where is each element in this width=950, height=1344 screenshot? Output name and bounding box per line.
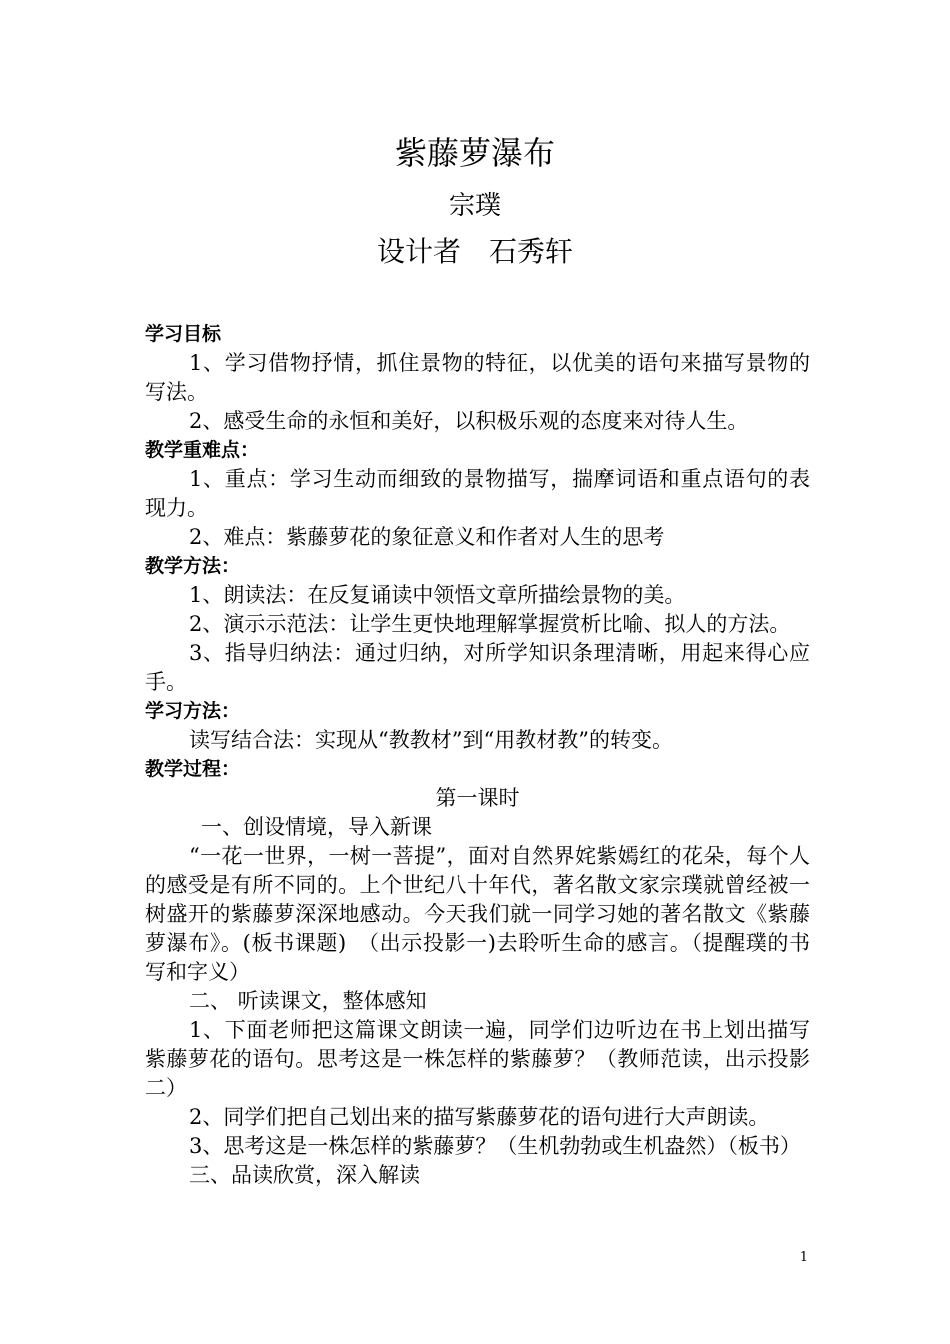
step-heading-2: 二、 听读课文，整体感知 [189, 989, 427, 1013]
key-item-1: 1、重点：学习生动而细致的景物描写，揣摩词语和重点语句的表现力。 [145, 467, 810, 520]
step-heading-3: 三、品读欣赏，深入解读 [189, 1163, 420, 1187]
section-heading-key: 教学重难点： [145, 439, 260, 461]
page-number: 1 [799, 1250, 808, 1265]
step-heading-1: 一、创设情境，导入新课 [201, 815, 432, 839]
key-item-2: 2、难点：紫藤萝花的象征意义和作者对人生的思考 [189, 525, 665, 549]
step-1-text: “一花一世界，一树一菩提”，面对自然界姹紫嫣红的花朵，每个人的感受是有所不同的。上个世纪八十年代，著名散文家宗璞就曾经被一树盛开的紫藤萝深深地感动。今天我们就一同学习她的著名散文《紫藤萝瀑布》。(板书课题) （出示投影一)去聆听生命的感言。（提醒璞的书写和字义） [145, 844, 810, 984]
method-item-2: 2、演示示范法：让学生更快地理解掌握赏析比喻、拟人的方法。 [189, 612, 791, 636]
goal-item-1: 1、学习借物抒情，抓住景物的特征，以优美的语句来描写景物的写法。 [145, 351, 810, 404]
method-item-3: 3、指导归纳法：通过归纳，对所学知识条理清晰，用起来得心应手。 [145, 641, 810, 694]
method-item-1: 1、朗读法：在反复诵读中领悟文章所描绘景物的美。 [189, 583, 686, 607]
document-body [145, 320, 810, 1190]
step-2-item-1: 1、下面老师把这篇课文朗读一遍，同学们边听边在书上划出描写紫藤萝花的语句。思考这是一株怎样的紫藤萝？（教师范读，出示投影二） [145, 1018, 810, 1100]
step-2-item-3: 3、思考这是一株怎样的紫藤萝？（生机勃勃或生机盎然）（板书） [189, 1134, 801, 1158]
document-designer: 设计者 石秀轩 [376, 235, 573, 268]
document-title: 紫藤萝瀑布 [394, 134, 555, 172]
study-item-1: 读写结合法：实现从“教教材”到“用教材教”的转变。 [189, 728, 673, 752]
section-heading-goals: 学习目标 [145, 323, 222, 345]
section-heading-process: 教学过程： [145, 758, 241, 780]
document-author: 宗璞 [448, 191, 501, 221]
lesson-label: 第一课时 [435, 786, 520, 810]
section-heading-study: 学习方法： [145, 700, 241, 722]
section-heading-method: 教学方法： [145, 555, 241, 577]
goal-item-2: 2、感受生命的永恒和美好，以积极乐观的态度来对待人生。 [189, 409, 749, 433]
step-2-item-2: 2、同学们把自己划出来的描写紫藤萝花的语句进行大声朗读。 [189, 1105, 770, 1129]
